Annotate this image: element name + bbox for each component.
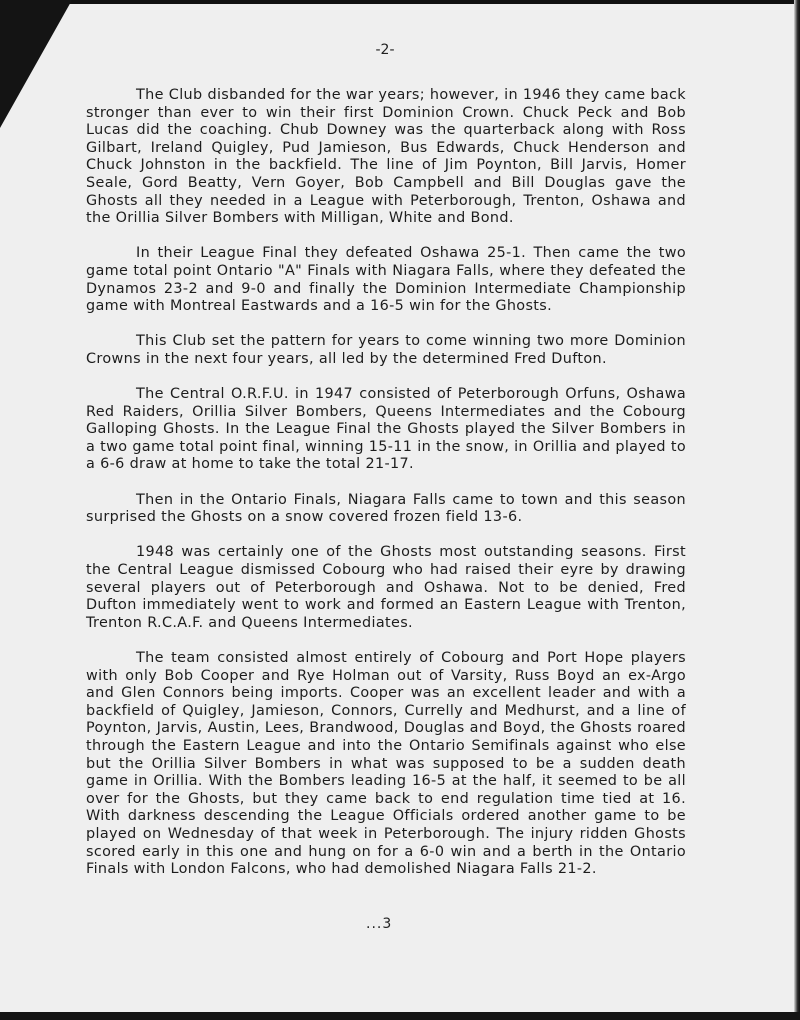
document-body [86,87,686,896]
paragraph-1946-season: The Club disbanded for the war years; however, in 1946 they came back stronger than ever to win their first Dominion Crown. Chuck Peck and Bob Lucas did the coaching. Chub Downey was the quarterback along with Ross Gilbart, Ireland Quigley, Pud Jamieson, Bus Edwards, Chuck Henderson and Chuck Johnston in the backfield. The line of Jim Poynton, Bill Jarvis, Homer Seale, Gord Beatty, Vern Goyer, Bob Campbell and Bill Douglas gave the Ghosts all they needed in a League with Peterborough, Trenton, Oshawa and the Orillia Silver Bombers with Milligan, White and Bond. [86,87,686,227]
paragraph-1947-season: The Central O.R.F.U. in 1947 consisted of Peterborough Orfuns, Oshawa Red Raiders, Orillia Silver Bombers, Queens Intermediates and the Cobourg Galloping Ghosts. In the League Final the Ghosts played the Silver Bombers in a two game total point final, winning 15-11 in the snow, in Orillia and played to a 6-6 draw at home to take the total 21-17. [86,386,686,473]
scan-corner-shadow [0,0,72,128]
paragraph-ontario-finals-1947: Then in the Ontario Finals, Niagara Falls came to town and this season surprised the Ghosts on a snow covered frozen field 13-6. [86,491,686,526]
scan-bottom-edge [0,1012,800,1020]
paragraph-club-pattern: This Club set the pattern for years to come winning two more Dominion Crowns in the next four years, all led by the determined Fred Dufton. [86,333,686,367]
page-number: -2- [375,42,395,58]
scanned-page [0,4,795,1012]
continued-marker: ...3 [366,916,393,932]
scan-right-edge [794,0,800,1020]
paragraph-1948-team: The team consisted almost entirely of Cobourg and Port Hope players with only Bob Cooper and Rye Holman out of Varsity, Russ Boyd an ex-Argo and Glen Connors being imports. Cooper was an excellent leader and with a backfield of Quigley, Jamieson, Connors, Currelly and Medhurst, and a line of Poynton, Jarvis, Austin, Lees, Brandwood, Douglas and Boyd, the Ghosts roared through the Eastern League and into the Ontario Semifinals against who else but the Orillia Silver Bombers in what was supposed to be a sudden death game in Orillia. With the Bombers leading 16-5 at the half, it seemed to be all over for the Ghosts, but they came back to end regulation time tied at 16. With darkness descending the League Officials ordered another game to be played on Wednesday of that week in Peterborough. The injury ridden Ghosts scored early in this one and hung on for a 6-0 win and a berth in the Ontario Finals with London Falcons, who had demolished Niagara Falls 21-2. [86,650,686,878]
paragraph-league-final-1946: In their League Final they defeated Oshawa 25-1. Then came the two game total point Ontario "A" Finals with Niagara Falls, where they defeated the Dynamos 23-2 and 9-0 and finally the Dominion Intermediate Championship game with Montreal Eastwards and a 16-5 win for the Ghosts. [86,245,686,315]
paragraph-1948-season: 1948 was certainly one of the Ghosts most outstanding seasons. First the Central League dismissed Cobourg who had raised their eyre by drawing several players out of Peterborough and Oshawa. Not to be denied, Fred Dufton immediately went to work and formed an Eastern League with Trenton, Trenton R.C.A.F. and Queens Intermediates. [86,544,686,631]
